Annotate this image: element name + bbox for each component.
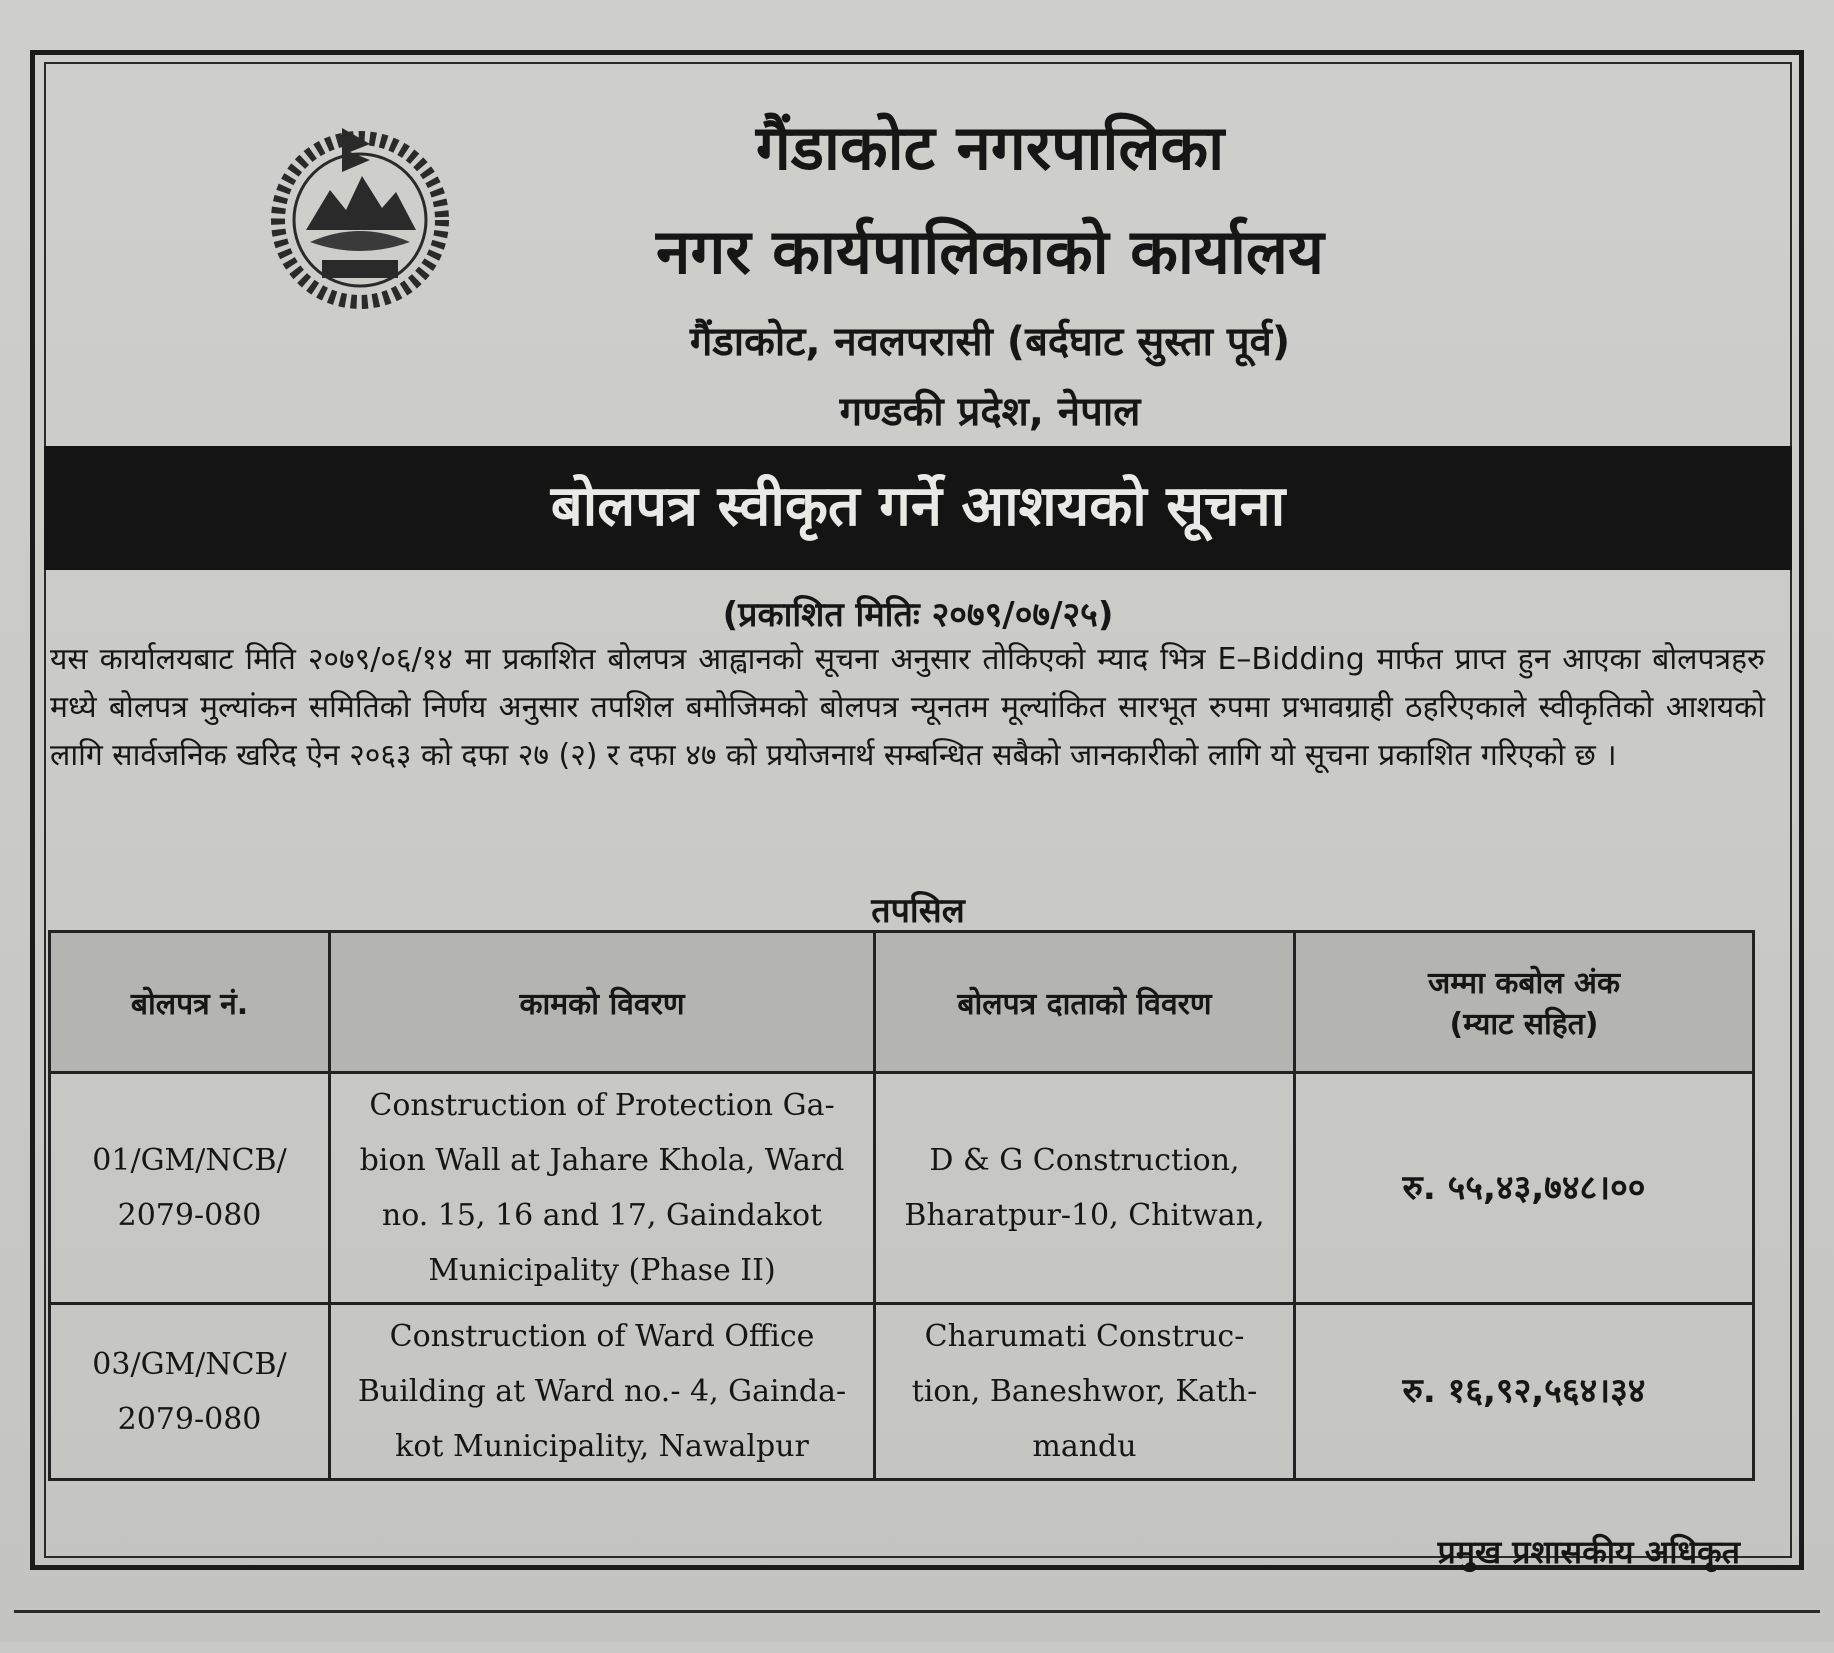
municipality-name: गैंडाकोट नगरपालिका <box>755 111 1225 184</box>
schedule-label: तपसिल <box>871 891 965 931</box>
header-amount-line2: (म्याट सहित) <box>1449 1007 1599 1042</box>
amount-cell: रु. ५५,४३,७४८।०० <box>1295 1073 1754 1304</box>
table-header-row <box>50 932 1754 1073</box>
published-date: (प्रकाशित मितिः २०७९/०७/२५) <box>722 595 1114 635</box>
notice-title: बोलपत्र स्वीकृत गर्ने आशयको सूचना <box>550 474 1286 539</box>
signatory-title: प्रमुख प्रशासकीय अधिकृत <box>1437 1533 1740 1571</box>
table-row <box>50 1073 1754 1304</box>
bidder-cell: D & G Construction, Bharatpur-10, Chitwan, <box>875 1073 1295 1304</box>
next-notice-border <box>14 1610 1820 1653</box>
bidder-cell: Charumati Construc- tion, Baneshwor, Kath- mandu <box>875 1304 1295 1480</box>
bid-table <box>48 930 1755 1481</box>
notice-body: यस कार्यालयबाट मिति २०७९/०६/१४ मा प्रकाशित बोलपत्र आह्वानको सूचना अनुसार तोकिएको म्याद भित्र E–Bidding मार्फत प्राप्त हुन आएका बोलपत्रहरु मध्ये बोलपत्र मुल्यांकन समितिको निर्णय अनुसार तपशिल बमोजिमको बोलपत्र न्यूनतम मूल्यांकित सारभूत रुपमा प्रभावग्राही ठहरिएकाले स्वीकृतिको आशयको लागि सार्वजनिक खरिद ऐन २०६३ को दफा २७ (२) र दफा ४७ को प्रयोजनार्थ सम्बन्धित सबैको जानकारीको लागि यो सूचना प्रकाशित गरिएको छ । <box>50 642 1765 773</box>
office-address: गैंडाकोट, नवलपरासी (बर्दघाट सुस्ता पूर्व) <box>689 319 1291 365</box>
amount-cell: रु. १६,९२,५६४।३४ <box>1295 1304 1754 1480</box>
header-amount-line1: जम्मा कबोल अंक <box>1427 966 1621 1001</box>
header-bid-amount <box>1295 932 1754 1073</box>
header-work-description: कामको विवरण <box>330 932 875 1073</box>
header-bidder-details: बोलपत्र दाताको विवरण <box>875 932 1295 1073</box>
header-bid-no: बोलपत्र नं. <box>50 932 330 1073</box>
table-row <box>50 1304 1754 1480</box>
province-country: गण्डकी प्रदेश, नेपाल <box>839 389 1141 435</box>
bid-no-cell: 01/GM/NCB/ 2079-080 <box>50 1073 330 1304</box>
office-name: नगर कार्यपालिकाको कार्यालय <box>656 215 1324 288</box>
bid-no-cell: 03/GM/NCB/ 2079-080 <box>50 1304 330 1480</box>
work-description-cell: Construction of Protection Ga- bion Wall at Jahare Khola, Ward no. 15, 16 and 17, Gaindakot Municipality (Phase II) <box>330 1073 875 1304</box>
nepal-government-emblem-icon <box>250 110 470 310</box>
work-description-cell: Construction of Ward Office Building at Ward no.- 4, Gainda- kot Municipality, Nawalpur <box>330 1304 875 1480</box>
